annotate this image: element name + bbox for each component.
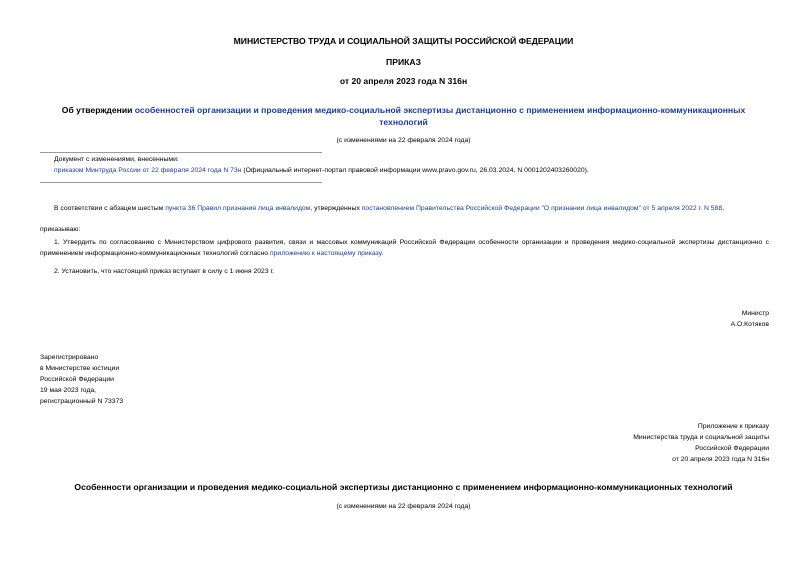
item-1-text: 1. Утвердить по согласованию с Министерством цифрового развития, связи и массовых коммуникаций Российской Федерации особенности организации и проведения медико-социальной экспертизы дистанционно с применением информационно-коммуникационных технологий согласно [40, 239, 769, 257]
appendix-line: от 20 апреля 2023 года N 316н [672, 456, 769, 463]
features-title: Особенности организации и проведения медико-социальной экспертизы дистанционно с применением информационно-коммуникационных технологий [74, 482, 733, 492]
changes-suffix: (Официальный интернет-портал правовой информации www.pravo.gov.ru, 26.03.2024, N 0001202403260020). [241, 167, 589, 174]
appendix-line: Российской Федерации [695, 445, 769, 452]
appendix-block [633, 421, 769, 465]
rules-link[interactable]: пункта 36 Правил признания лица инвалидом [165, 205, 311, 212]
ministry-heading: МИНИСТЕРСТВО ТРУДА И СОЦИАЛЬНОЙ ЗАЩИТЫ РОССИЙСКОЙ ФЕДЕРАЦИИ [233, 36, 574, 46]
appendix-link[interactable]: приложению к настоящему приказу [269, 250, 382, 257]
order-word: приказываю: [40, 226, 81, 233]
basis-text-a: В соответствии с абзацем шестым [54, 205, 166, 212]
basis-paragraph [54, 205, 784, 212]
approval-prefix: Об утверждении [61, 105, 135, 115]
item-1 [40, 237, 769, 259]
changes-body [54, 167, 774, 174]
features-note: (с изменениями на 22 февраля 2024 года) [336, 503, 471, 510]
item-2: 2. Установить, что настоящий приказ вступает в силу с 1 июня 2023 г. [54, 268, 275, 275]
changes-link[interactable]: приказом Минтруда России от 22 февраля 2024 года N 73н [54, 167, 242, 174]
minister-signature [731, 308, 769, 330]
minister-title: Министр [741, 310, 769, 317]
approval-title [40, 104, 767, 128]
changes-heading: Документ с изменениями, внесенными: [54, 156, 179, 163]
appendix-line: Приложение к приказу [697, 423, 769, 430]
registration-line: регистрационный N 73373 [40, 398, 124, 405]
appendix-line: Министерства труда и социальной защиты [633, 434, 769, 441]
divider-bottom [40, 182, 322, 183]
registration-line: в Министерстве юстиции [40, 365, 120, 372]
resolution-link[interactable]: постановлением Правительства Российской Федерации "О признании лица инвалидом" от 5 апреля 2022 г. N 588 [361, 205, 723, 212]
registration-line: Зарегистрировано [40, 354, 99, 361]
divider-top [40, 152, 322, 153]
registration-line: Российской Федерации [40, 376, 114, 383]
registration-line: 19 мая 2023 года, [40, 387, 97, 394]
basis-text-c: , [722, 205, 724, 212]
item-1-end: . [381, 250, 384, 257]
order-label: ПРИКАЗ [386, 57, 421, 67]
amendment-note: (с изменениями на 22 февраля 2024 года) [336, 137, 471, 144]
basis-text-b: , утвержденных [310, 205, 362, 212]
registration-block [40, 352, 123, 407]
approval-link[interactable]: особенностей организации и проведения медико-социальной экспертизы дистанционно с применением информационно-коммуникационных технологий [134, 105, 746, 127]
minister-name: А.О.Котяков [730, 321, 769, 328]
order-date: от 20 апреля 2023 года N 316н [339, 76, 468, 86]
